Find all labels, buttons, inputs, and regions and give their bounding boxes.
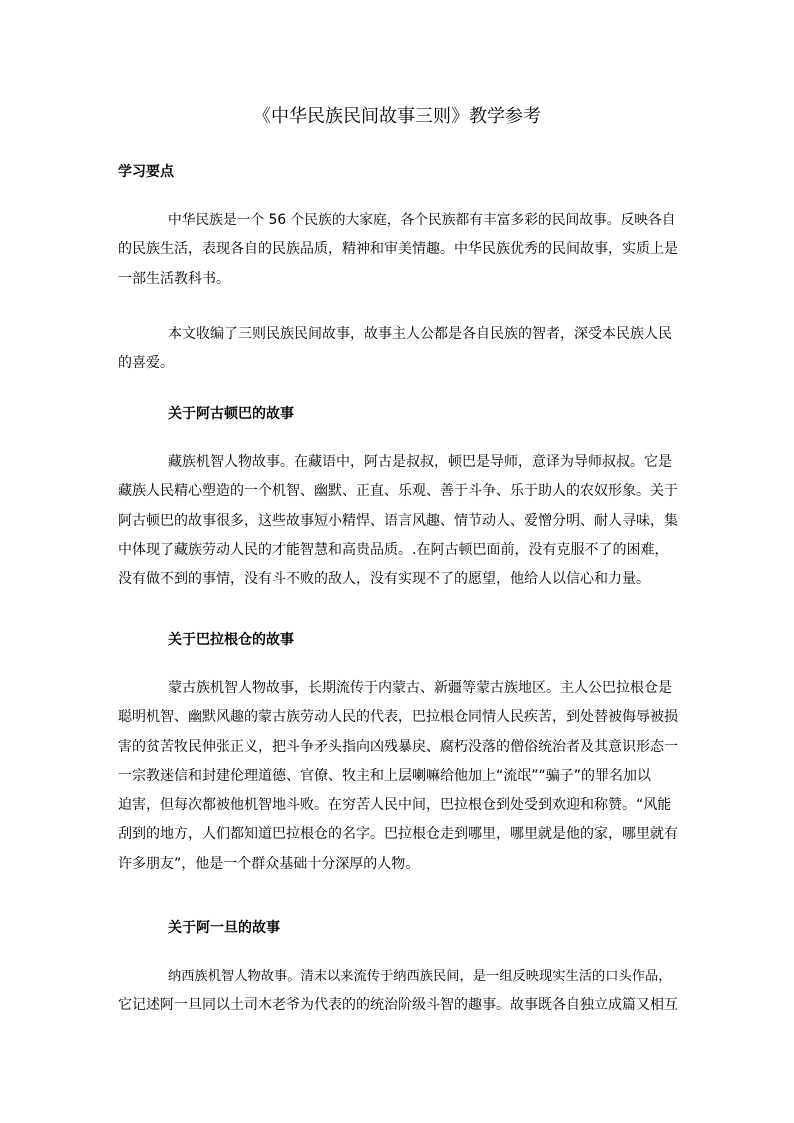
intro-paragraph-1 [118, 206, 678, 294]
paragraph-line: 中华民族是一个 56 个民族的大家庭，各个民族都有丰富多彩的民间故事。反映各自 [168, 212, 676, 228]
paragraph-line: 刮到的地方，人们都知道巴拉根仓的名字。巴拉根仓走到哪里，哪里就是他的家，哪里就有 [118, 826, 678, 843]
paragraph-line: 藏族人民精心塑造的一个机智、幽默、正直、乐观、善于斗争、乐于助人的农奴形象。关于 [118, 483, 678, 500]
paragraph-line: 没有做不到的事情，没有斗不败的敌人，没有实现不了的愿望，他给人以信心和力量。 [118, 571, 650, 588]
paragraph-line: 藏族机智人物故事。在藏语中，阿古是叔叔，顿巴是导师，意译为导师叔叔。它是 [168, 454, 672, 470]
paragraph-line: 蒙古族机智人物故事，长期流传于内蒙古、新疆等蒙古族地区。主人公巴拉根仓是 [168, 680, 672, 696]
paragraph-line: 一部生活教科书。 [118, 270, 230, 287]
paragraph-line: 它记述阿一旦同以土司木老爷为代表的的统治阶级斗智的趣事。故事既各自独立成篇又相互 [118, 997, 678, 1014]
paragraph-line: 中体现了藏族劳动人民的才能智慧和高贵品质。.在阿古顿巴面前，没有克服不了的困难， [118, 541, 669, 558]
story-heading-balagencang: 关于巴拉根仓的故事 [168, 632, 294, 648]
document-title: 《中华民族民间故事三则》教学参考 [253, 106, 541, 127]
paragraph-line: 的民族生活，表现各自的民族品质，精神和审美情趣。中华民族优秀的民间故事，实质上是 [118, 241, 678, 258]
story-paragraph-balagencang [118, 674, 678, 879]
paragraph-line: 阿古顿巴的故事很多，这些故事短小精悍、语言风趣、情节动人、爱憎分明、耐人寻味，集 [118, 512, 678, 529]
story-paragraph-agudunba [118, 448, 678, 594]
paragraph-line: 害的贫苦牧民伸张正义，把斗争矛头指向凶残暴戾、腐朽没落的僧俗统治者及其意识形态一 [118, 738, 678, 755]
story-heading-agudunba: 关于阿古顿巴的故事 [168, 406, 294, 422]
story-paragraph-ayidan [118, 962, 678, 1021]
intro-paragraph-2 [118, 320, 678, 379]
paragraph-line: 许多朋友”，他是一个群众基础十分深厚的人物。 [118, 855, 420, 872]
paragraph-line: 纳西族机智人物故事。清末以来流传于纳西族民间，是一组反映现实生活的口头作品， [168, 969, 672, 984]
paragraph-line: 一宗教迷信和封建伦理道德、官僚、牧主和上层喇嘛给他加上“流氓”“骗子”的罪名加以 [118, 767, 652, 784]
paragraph-line: 聪明机智、幽默风趣的蒙古族劳动人民的代表，巴拉根仓同情人民疾苦，到处替被侮辱被损 [118, 709, 678, 726]
paragraph-line: 本文收编了三则民族民间故事，故事主人公都是各自民族的智者，深受本民族人民 [168, 326, 672, 342]
section-heading-key-points: 学习要点 [118, 164, 174, 180]
story-heading-ayidan: 关于阿一旦的故事 [168, 920, 280, 936]
paragraph-line: 迫害，但每次都被他机智地斗败。在穷苦人民中间，巴拉根仓到处受到欢迎和称赞。“风能 [118, 797, 672, 814]
paragraph-line: 的喜爱。 [118, 355, 174, 372]
